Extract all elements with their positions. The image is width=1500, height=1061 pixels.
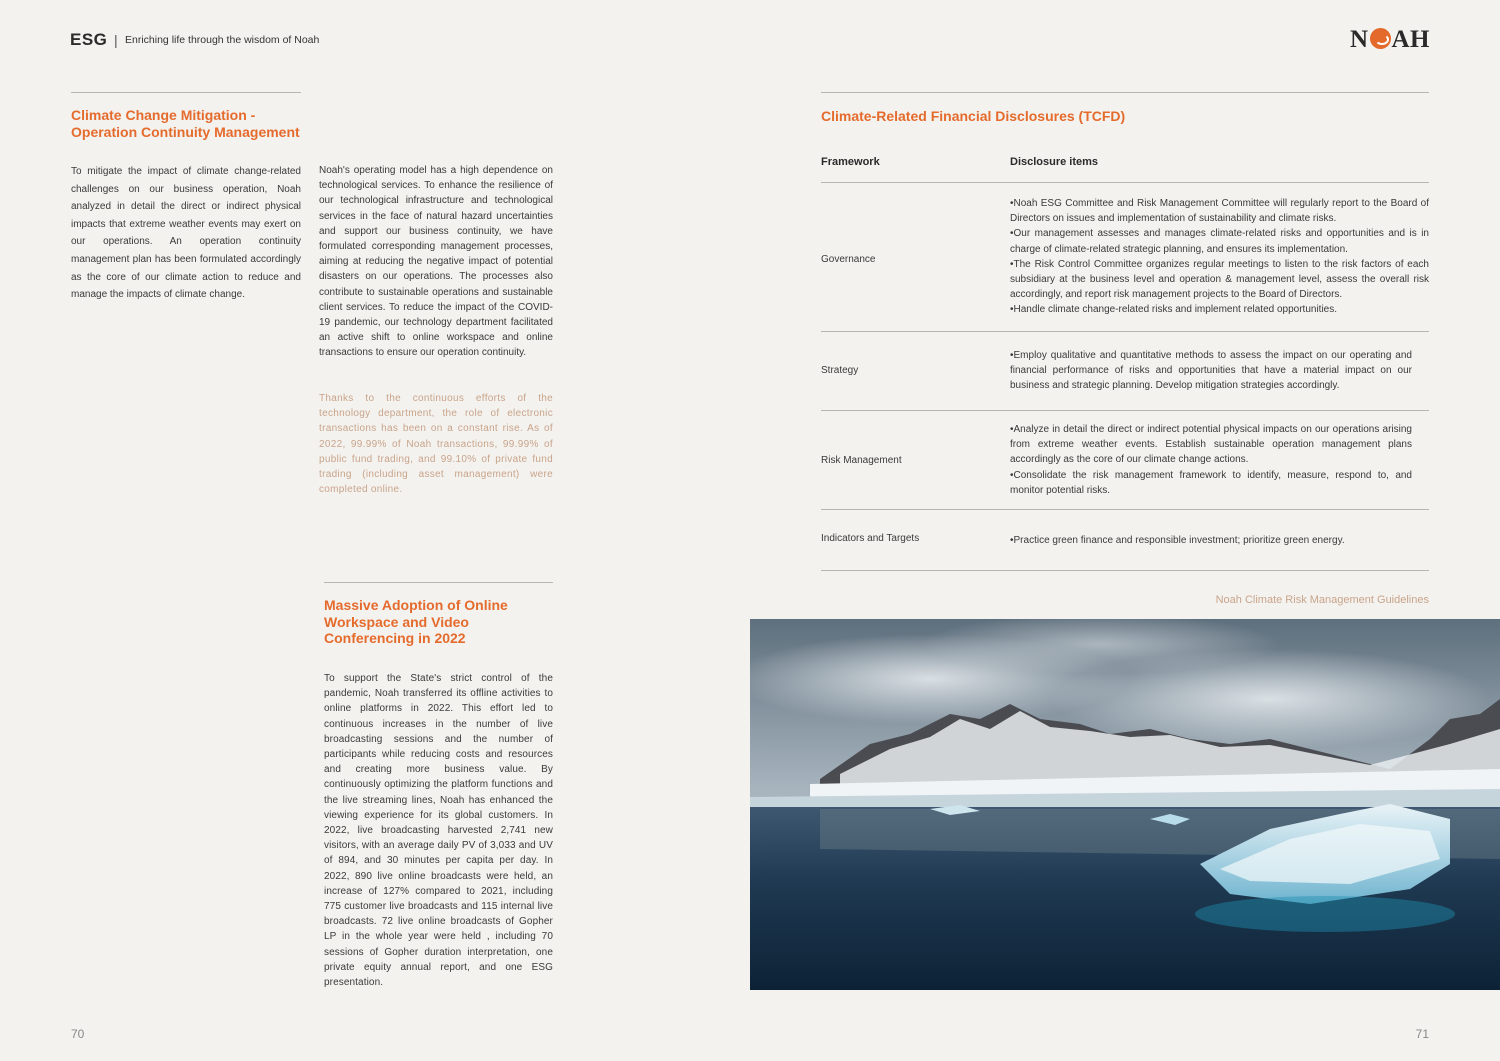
title-line: Conferencing in 2022: [324, 630, 466, 646]
page-number-left: 70: [71, 1027, 85, 1041]
table-row-indicators-targets: [821, 533, 1429, 553]
disclosure-item: •Consolidate the risk management framework to identify, measure, respond to, and monitor potential risks.: [1010, 469, 1412, 496]
logo-letter-n: N: [1349, 26, 1369, 53]
noah-logo: [1350, 26, 1430, 54]
table-rule: [821, 410, 1429, 411]
header-tagline: Enriching life through the wisdom of Noah: [125, 34, 320, 46]
caption-guidelines: Noah Climate Risk Management Guidelines: [1215, 594, 1429, 606]
paragraph-highlight: Thanks to the continuous efforts of the technology department, the role of electronic transactions has been on a constant rise. As of 2022, 99.99% of Noah transactions, 99.99% of public fund trading, and 99.10% of private fund trading (including asset management) were completed online.: [319, 393, 553, 496]
section-rule: [71, 92, 301, 93]
title-line: Climate Change Mitigation -: [71, 107, 256, 123]
antarctic-landscape-photo: [750, 619, 1500, 990]
table-rule: [821, 509, 1429, 510]
section-rule: [324, 582, 553, 583]
esg-label: ESG: [70, 30, 108, 49]
table-row-governance: [821, 196, 1429, 326]
header-separator: |: [114, 32, 118, 48]
row-content: [1010, 422, 1412, 498]
column-header-framework: Framework: [821, 156, 880, 168]
column-header-disclosure-items: Disclosure items: [1010, 156, 1099, 168]
disclosure-item: •Employ qualitative and quantitative methods to assess the impact on our operating and financial performance of risks and opportunities that have a material impact on our business and strategic planning. Develop mitigation strategies accordingly.: [1010, 350, 1412, 392]
section-rule: [821, 92, 1429, 93]
paragraph-operating-model: Noah's operating model has a high dependence on technological services. To enhance the resilience of our technological infrastructure and technological services in the face of natural hazard uncertainties and support our business continuity, we have formulated corresponding management processes, aiming at reducing the negative impact of potential disasters on our operations. The processes also contribute to sustainable operations and sustainable client services. To reduce the impact of the COVID-19 pandemic, our technology department facilitated an active shift to online workspace and online transactions to ensure our operation continuity.: [319, 165, 553, 359]
disclosure-item: •Handle climate change-related risks and implement related opportunities.: [1010, 304, 1338, 316]
table-rule: [821, 331, 1429, 332]
row-label: Strategy: [821, 365, 859, 376]
table-rule: [821, 570, 1429, 571]
logo-swirl-icon: [1370, 28, 1391, 49]
table-rule: [821, 182, 1429, 183]
disclosure-item: •Practice green finance and responsible investment; prioritize green energy.: [1010, 535, 1345, 546]
title-line: Massive Adoption of Online: [324, 597, 508, 613]
title-line: Operation Continuity Management: [71, 124, 300, 140]
row-content: [1010, 533, 1429, 548]
page-number-right: 71: [1415, 1027, 1429, 1041]
row-label: Governance: [821, 254, 876, 265]
title-line: Workspace and Video: [324, 613, 469, 630]
section-title-climate-mitigation: [71, 107, 300, 141]
disclosure-item: •Analyze in detail the direct or indirect potential physical impacts on our operations arising from extreme weather events. Establish sustainable operation management plans accordingly as the core of our climate change actions.: [1010, 424, 1412, 466]
row-content: [1010, 348, 1412, 394]
disclosure-item: •Noah ESG Committee and Risk Management Committee will regularly report to the Board of Directors on issues and implementation of sustainability and climate risks.: [1010, 198, 1429, 225]
disclosure-item: •The Risk Control Committee organizes regular meetings to listen to the risk factors of each subsidiary at the business level and operation & management level, assess the overall risk accordingly, and report risk management projects to the Board of Directors.: [1010, 258, 1429, 301]
paragraph-online-workspace: To support the State's strict control of the pandemic, Noah transferred its offline activities to online platforms in 2022. This effort led to continuous increases in the number of live broadcasting sessions and the number of participants while reducing costs and resources and creating more business value. By continuously optimizing the platform functions and the live streaming lines, Noah has enhanced the viewing experience for its global customers. In 2022, live broadcasting harvested 2,741 new visitors, with an average daily PV of 3,033 and UV of 894, and 30 minutes per capita per day. In 2022, 890 live online broadcasts were held, an increase of 127% compared to 2021, including 775 customer live broadcasts and 115 internal live broadcasts. 72 live online broadcasts of Gopher LP in the whole year were held , including 70 sessions of Gopher duration interpretation, one private equity annual report, and one ESG presentation.: [324, 673, 553, 989]
paragraph-mitigation-intro: To mitigate the impact of climate change-related challenges on our business operation, Noah analyzed in detail the direct or indirect physical impacts that extreme weather events may exert on our operations. An operation continuity management plan has been formulated accordingly as the core of our climate action to reduce and manage the impacts of climate change.: [71, 166, 301, 301]
row-label: Risk Management: [821, 455, 902, 466]
disclosure-item: •Our management assesses and manages climate-related risks and opportunities and is in charge of climate-related strategic planning, and ensures its implementation.: [1010, 228, 1429, 255]
table-row-strategy: [821, 348, 1429, 403]
logo-letters-ah: AH: [1391, 26, 1430, 53]
table-row-risk-management: [821, 422, 1429, 502]
section-title-tcfd: Climate-Related Financial Disclosures (TCFD): [821, 108, 1126, 124]
row-label: Indicators and Targets: [821, 533, 920, 544]
section-title-online-workspace: [324, 597, 508, 647]
row-content: [1010, 196, 1429, 318]
